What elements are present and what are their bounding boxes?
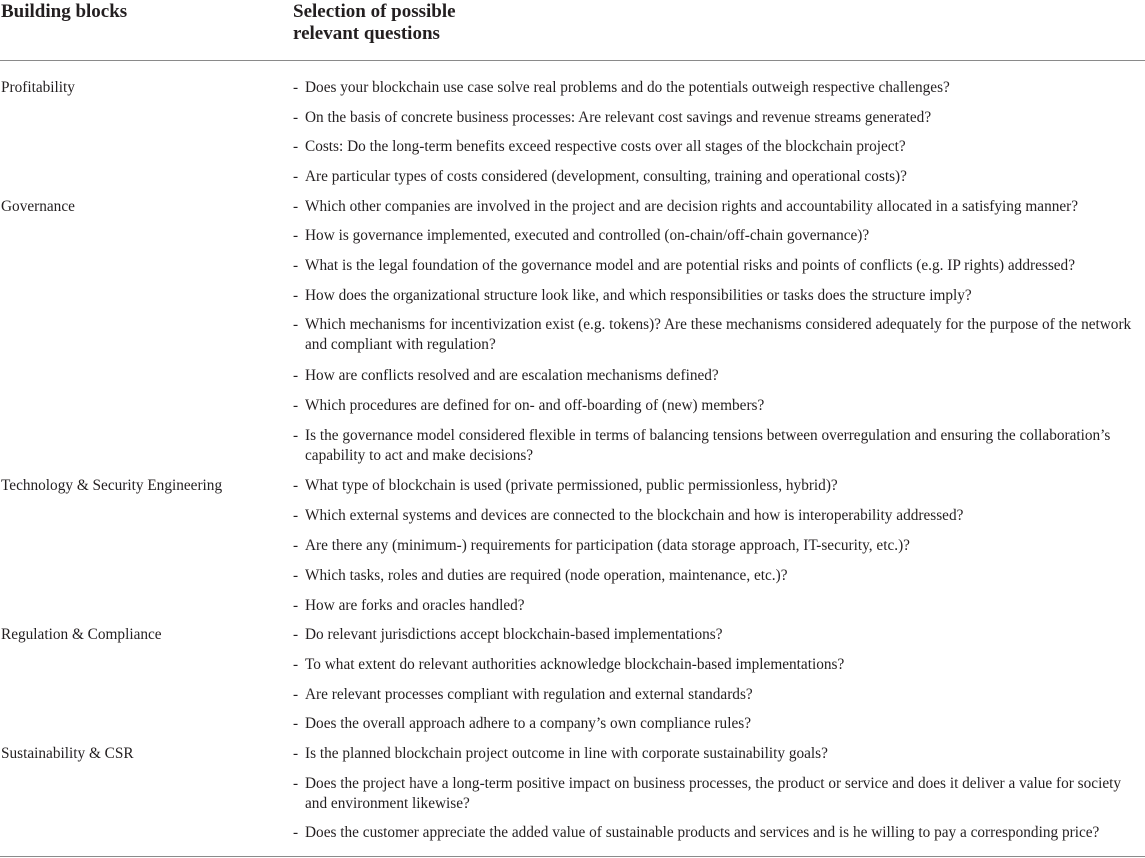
bullet-dash: - xyxy=(293,316,299,333)
question-text: How is governance implemented, executed and controlled (on-chain/off-chain governance)? xyxy=(305,227,870,244)
bullet-dash: - xyxy=(293,656,299,673)
bullet-dash: - xyxy=(293,79,299,96)
question-item xyxy=(293,823,1145,843)
question-item xyxy=(293,744,1145,764)
question-text: Is the planned blockchain project outcome in line with corporate sustainability goals? xyxy=(305,745,828,762)
bullet-dash: - xyxy=(293,775,299,792)
bullet-dash: - xyxy=(293,686,299,703)
bullet-dash: - xyxy=(293,626,299,643)
question-text: Is the governance model considered flexible in terms of balancing tensions between overregulation and ensuring the collaboration’s capability to act and make decisions? xyxy=(305,427,1111,464)
question-text: Does your blockchain use case solve real problems and do the potentials outweigh respective challenges? xyxy=(305,79,950,96)
question-item xyxy=(293,774,1145,814)
question-text: Does the customer appreciate the added value of sustainable products and services and is he willing to pay a corresponding price? xyxy=(305,824,1100,841)
question-item xyxy=(293,536,1145,556)
question-item xyxy=(293,78,1145,98)
bullet-dash: - xyxy=(293,427,299,444)
question-item xyxy=(293,596,1145,616)
bullet-dash: - xyxy=(293,257,299,274)
question-item xyxy=(293,108,1145,128)
question-text: Costs: Do the long-term benefits exceed respective costs over all stages of the blockchain project? xyxy=(305,138,906,155)
bullet-dash: - xyxy=(293,198,299,215)
question-text: On the basis of concrete business processes: Are relevant cost savings and revenue streams generated? xyxy=(305,109,932,126)
question-item xyxy=(293,655,1145,675)
bullet-dash: - xyxy=(293,168,299,185)
question-text: Do relevant jurisdictions accept blockchain-based implementations? xyxy=(305,626,723,643)
question-text: To what extent do relevant authorities acknowledge blockchain-based implementations? xyxy=(305,656,845,673)
question-item xyxy=(293,714,1145,734)
building-block-label: Governance xyxy=(1,198,75,215)
bullet-dash: - xyxy=(293,287,299,304)
bullet-dash: - xyxy=(293,397,299,414)
question-item xyxy=(293,167,1145,187)
question-item xyxy=(293,226,1145,246)
question-item xyxy=(293,625,1145,645)
question-item xyxy=(293,396,1145,416)
building-block-label: Profitability xyxy=(1,79,75,96)
building-block-label: Regulation & Compliance xyxy=(1,626,162,643)
question-item xyxy=(293,426,1145,466)
question-text: How does the organizational structure look like, and which responsibilities or tasks does the structure imply? xyxy=(305,287,972,304)
question-text: Which mechanisms for incentivization exist (e.g. tokens)? Are these mechanisms considered adequately for the purpose of the network and compliant with regulation? xyxy=(305,316,1132,353)
question-text: Which tasks, roles and duties are required (node operation, maintenance, etc.)? xyxy=(305,567,788,584)
question-text: How are conflicts resolved and are escalation mechanisms defined? xyxy=(305,367,719,384)
question-text: Does the overall approach adhere to a company’s own compliance rules? xyxy=(305,715,751,732)
question-text: Which procedures are defined for on- and off-boarding of (new) members? xyxy=(305,397,765,414)
bullet-dash: - xyxy=(293,824,299,841)
question-text: Which external systems and devices are connected to the blockchain and how is interoperability addressed? xyxy=(305,507,964,524)
table-header xyxy=(0,0,1145,60)
bullet-dash: - xyxy=(293,227,299,244)
question-item xyxy=(293,506,1145,526)
question-item xyxy=(293,256,1145,276)
bullet-dash: - xyxy=(293,367,299,384)
question-text: Are relevant processes compliant with regulation and external standards? xyxy=(305,686,753,703)
question-text: What type of blockchain is used (private permissioned, public permissionless, hybrid)? xyxy=(305,477,838,494)
bullet-dash: - xyxy=(293,567,299,584)
column-header-questions: Selection of possible relevant questions xyxy=(293,1,456,44)
question-item xyxy=(293,476,1145,496)
header-divider xyxy=(0,60,1145,61)
table-bottom-rule xyxy=(0,856,1145,857)
bullet-dash: - xyxy=(293,507,299,524)
bullet-dash: - xyxy=(293,109,299,126)
question-item xyxy=(293,566,1145,586)
question-text: Which other companies are involved in the project and are decision rights and accountability allocated in a satisfying manner? xyxy=(305,198,1079,215)
question-item xyxy=(293,315,1145,355)
question-item xyxy=(293,366,1145,386)
bullet-dash: - xyxy=(293,745,299,762)
question-text: Are particular types of costs considered (development, consulting, training and operational costs)? xyxy=(305,168,907,185)
question-item xyxy=(293,197,1145,217)
building-block-label: Technology & Security Engineering xyxy=(1,477,223,494)
question-text: Are there any (minimum-) requirements for participation (data storage approach, IT-security, etc.)? xyxy=(305,537,910,554)
building-block-label: Sustainability & CSR xyxy=(1,745,134,762)
bullet-dash: - xyxy=(293,477,299,494)
bullet-dash: - xyxy=(293,597,299,614)
column-header-building-blocks: Building blocks xyxy=(1,1,128,22)
bullet-dash: - xyxy=(293,715,299,732)
question-text: How are forks and oracles handled? xyxy=(305,597,525,614)
bullet-dash: - xyxy=(293,138,299,155)
question-text: Does the project have a long-term positive impact on business processes, the product or service and does it deliver a value for society and environment likewise? xyxy=(305,775,1122,812)
bullet-dash: - xyxy=(293,537,299,554)
question-item xyxy=(293,286,1145,306)
question-text: What is the legal foundation of the governance model and are potential risks and points of conflicts (e.g. IP rights) addressed? xyxy=(305,257,1075,274)
question-item xyxy=(293,685,1145,705)
question-item xyxy=(293,137,1145,157)
